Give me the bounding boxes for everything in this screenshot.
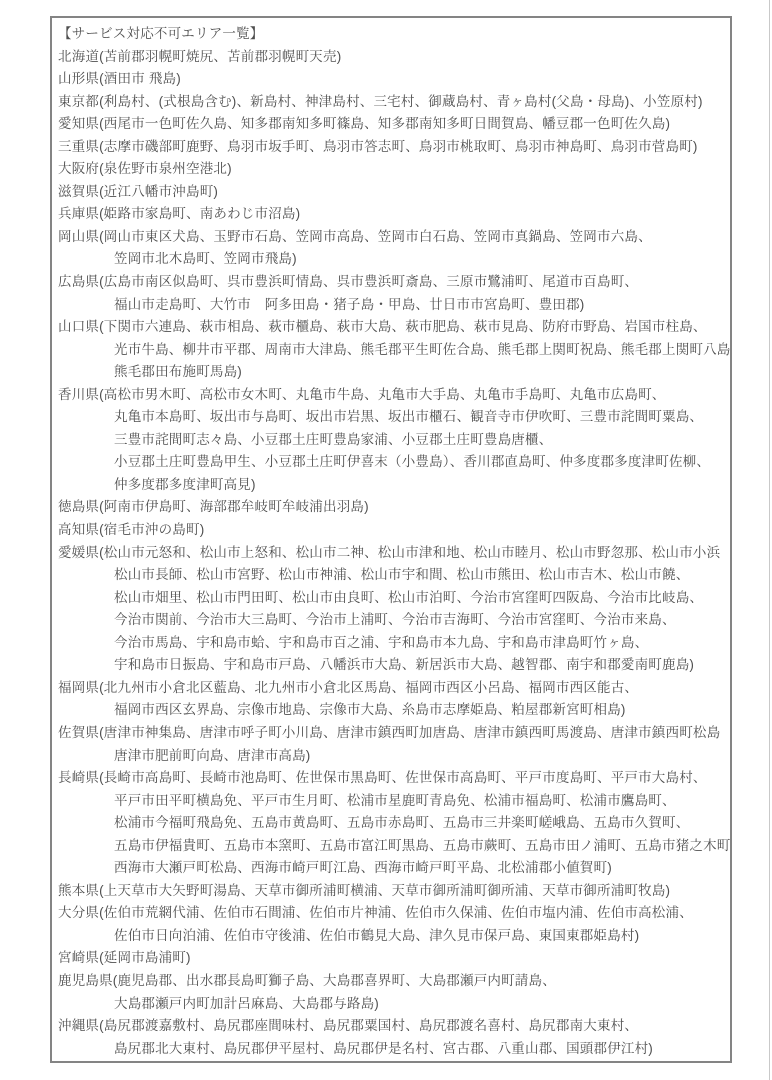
area-line-miyazaki: 宮崎県(延岡市島浦町) <box>58 950 191 966</box>
area-line-mie: 三重県(志摩市磯部町鹿野、鳥羽市坂手町、鳥羽市答志町、鳥羽市桃取町、鳥羽市神島町、鳥羽市菅島町) <box>58 138 698 154</box>
area-line-ehime-cont5: 宇和島市日振島、宇和島市戸島、八幡浜市大島、新居浜市大島、越智郡、南宇和郡愛南町鹿島) <box>114 657 695 673</box>
area-line-aichi: 愛知県(西尾市一色町佐久島、知多郡南知多町篠島、知多郡南知多町日間賀島、幡豆郡一色町佐久島) <box>58 116 671 132</box>
area-line-oita-cont: 佐伯市日向泊浦、佐伯市守後浦、佐伯市鶴見大島、津久見市保戸島、東国東郡姫島村) <box>114 927 640 943</box>
area-line-nagasaki-cont2: 松浦市今福町飛島免、五島市黄島町、五島市赤島町、五島市三井楽町嵯峨島、五島市久賀町、 <box>114 815 690 831</box>
area-line-hyogo: 兵庫県(姫路市家島町、南あわじ市沼島) <box>58 206 301 222</box>
area-line-okinawa: 沖縄県(島尻郡渡嘉敷村、島尻郡座間味村、島尻郡粟国村、島尻郡渡名喜村、島尻郡南大東村、 <box>58 1018 639 1034</box>
area-line-yamagata: 山形県(酒田市 飛島) <box>58 71 181 87</box>
area-line-kagawa-cont4: 仲多度郡多度津町高見) <box>114 476 256 492</box>
area-line-kochi: 高知県(宿毛市沖の島町) <box>58 522 205 538</box>
area-line-okayama-cont: 笠岡市北木島町、笠岡市飛島) <box>114 251 297 267</box>
area-line-ehime-cont3: 今治市関前、今治市大三島町、今治市上浦町、今治市吉海町、今治市宮窪町、今治市来島、 <box>114 612 676 628</box>
area-line-nagasaki: 長崎県(長崎市高島町、長崎市池島町、佐世保市黒島町、佐世保市高島町、平戸市度島町、平戸市大島村、 <box>58 770 707 786</box>
page-title: 【サービス対応不可エリア一覧】 <box>58 26 264 41</box>
area-line-kagawa-cont: 丸亀市本島町、坂出市与島町、坂出市岩黒、坂出市櫃石、観音寺市伊吹町、三豊市詫間町粟島、 <box>114 409 704 425</box>
area-line-tokushima: 徳島県(阿南市伊島町、海部郡牟岐町牟岐浦出羽島) <box>58 499 369 515</box>
area-line-okayama: 岡山県(岡山市東区犬島、玉野市石島、笠岡市高島、笠岡市白石島、笠岡市真鍋島、笠岡市六島、 <box>58 228 652 244</box>
area-line-kagawa-cont3: 小豆郡土庄町豊島甲生、小豆郡土庄町伊喜末（小豊島）、香川郡直島町、仲多度郡多度津町佐柳、 <box>114 454 711 470</box>
area-line-ehime-cont2: 松山市畑里、松山市門田町、松山市由良町、松山市泊町、今治市宮窪町四阪島、今治市比岐島、 <box>114 589 704 605</box>
area-line-hokkaido: 北海道(苫前郡羽幌町焼尻、苫前郡羽幌町天売) <box>58 48 342 64</box>
area-line-yamaguchi-cont2: 熊毛郡田布施町馬島) <box>114 364 242 380</box>
area-line-shiga: 滋賀県(近江八幡市沖島町) <box>58 183 219 199</box>
area-line-nagasaki-cont: 平戸市田平町横島免、平戸市生月町、松浦市星鹿町青島免、松浦市福島町、松浦市鷹島町、 <box>114 792 676 808</box>
area-line-kagoshima-cont: 大島郡瀬戸内町加計呂麻島、大島郡与路島) <box>114 995 379 1011</box>
area-line-ehime: 愛媛県(松山市元怒和、松山市上怒和、松山市二神、松山市津和地、松山市睦月、松山市野忽那、松山市小浜 <box>58 544 721 560</box>
area-line-osaka: 大阪府(泉佐野市泉州空港北) <box>58 161 232 177</box>
area-line-ehime-cont: 松山市長師、松山市宮野、松山市神浦、松山市宇和間、松山市熊田、松山市吉木、松山市饒、 <box>114 567 690 583</box>
page-edge-divider <box>769 0 770 1080</box>
area-line-tokyo: 東京都(利島村、(式根島含む)、新島村、神津島村、三宅村、御蔵島村、青ヶ島村(父島・母島)、小笠原村) <box>58 93 703 109</box>
area-line-oita: 大分県(佐伯市荒網代浦、佐伯市石間浦、佐伯市片神浦、佐伯市久保浦、佐伯市塩内浦、佐伯市高松浦、 <box>58 905 693 921</box>
area-line-hiroshima-cont: 福山市走島町、大竹市 阿多田島・猪子島・甲島、廿日市市宮島町、豊田郡) <box>114 296 585 312</box>
area-line-saga-cont: 唐津市肥前町向島、唐津市高島) <box>114 747 311 763</box>
area-line-okinawa-cont: 島尻郡北大東村、島尻郡伊平屋村、島尻郡伊是名村、宮古郡、八重山郡、国頭郡伊江村) <box>114 1040 653 1056</box>
area-line-kagoshima: 鹿児島県(鹿児島郡、出水郡長島町獅子島、大島郡喜界町、大島郡瀬戸内町請島、 <box>58 972 556 988</box>
area-line-kagawa: 香川県(高松市男木町、高松市女木町、丸亀市牛島、丸亀市大手島、丸亀市手島町、丸亀市広島町、 <box>58 386 666 402</box>
area-line-fukuoka: 福岡県(北九州市小倉北区藍島、北九州市小倉北区馬島、福岡市西区小呂島、福岡市西区能古、 <box>58 679 639 695</box>
area-line-kumamoto: 熊本県(上天草市大矢野町湯島、天草市御所浦町横浦、天草市御所浦町御所浦、天草市御所浦町牧島) <box>58 882 671 898</box>
area-line-fukuoka-cont: 福岡市西区玄界島、宗像市地島、宗像市大島、糸島市志摩姫島、粕屋郡新宮町相島) <box>114 702 626 718</box>
area-line-kagawa-cont2: 三豊市詫間町志々島、小豆郡土庄町豊島家浦、小豆郡土庄町豊島唐櫃、 <box>114 431 553 447</box>
service-unavailable-area-document <box>50 16 732 1063</box>
area-line-nagasaki-cont4: 西海市大瀬戸町松島、西海市崎戸町江島、西海市崎戸町平島、北松浦郡小値賀町) <box>114 860 612 876</box>
area-line-nagasaki-cont3: 五島市伊福貴町、五島市本窯町、五島市富江町黒島、五島市蕨町、五島市田ノ浦町、五島市猪之木町 <box>114 837 731 853</box>
area-line-hiroshima: 広島県(広島市南区似島町、呉市豊浜町情島、呉市豊浜町斎島、三原市鷺浦町、尾道市百島町、 <box>58 274 639 290</box>
area-line-yamaguchi: 山口県(下関市六連島、萩市相島、萩市櫃島、萩市大島、萩市肥島、萩市見島、防府市野島、岩国市柱島、 <box>58 319 707 335</box>
area-line-yamaguchi-cont: 光市牛島、柳井市平郡、周南市大津島、熊毛郡平生町佐合島、熊毛郡上関町祝島、熊毛郡上関町八島 <box>114 341 731 357</box>
area-line-saga: 佐賀県(唐津市神集島、唐津市呼子町小川島、唐津市鎮西町加唐島、唐津市鎮西町馬渡島、唐津市鎮西町松島 <box>58 724 721 740</box>
area-line-ehime-cont4: 今治市馬島、宇和島市蛤、宇和島市百之浦、宇和島市本九島、宇和島市津島町竹ヶ島、 <box>114 634 649 650</box>
